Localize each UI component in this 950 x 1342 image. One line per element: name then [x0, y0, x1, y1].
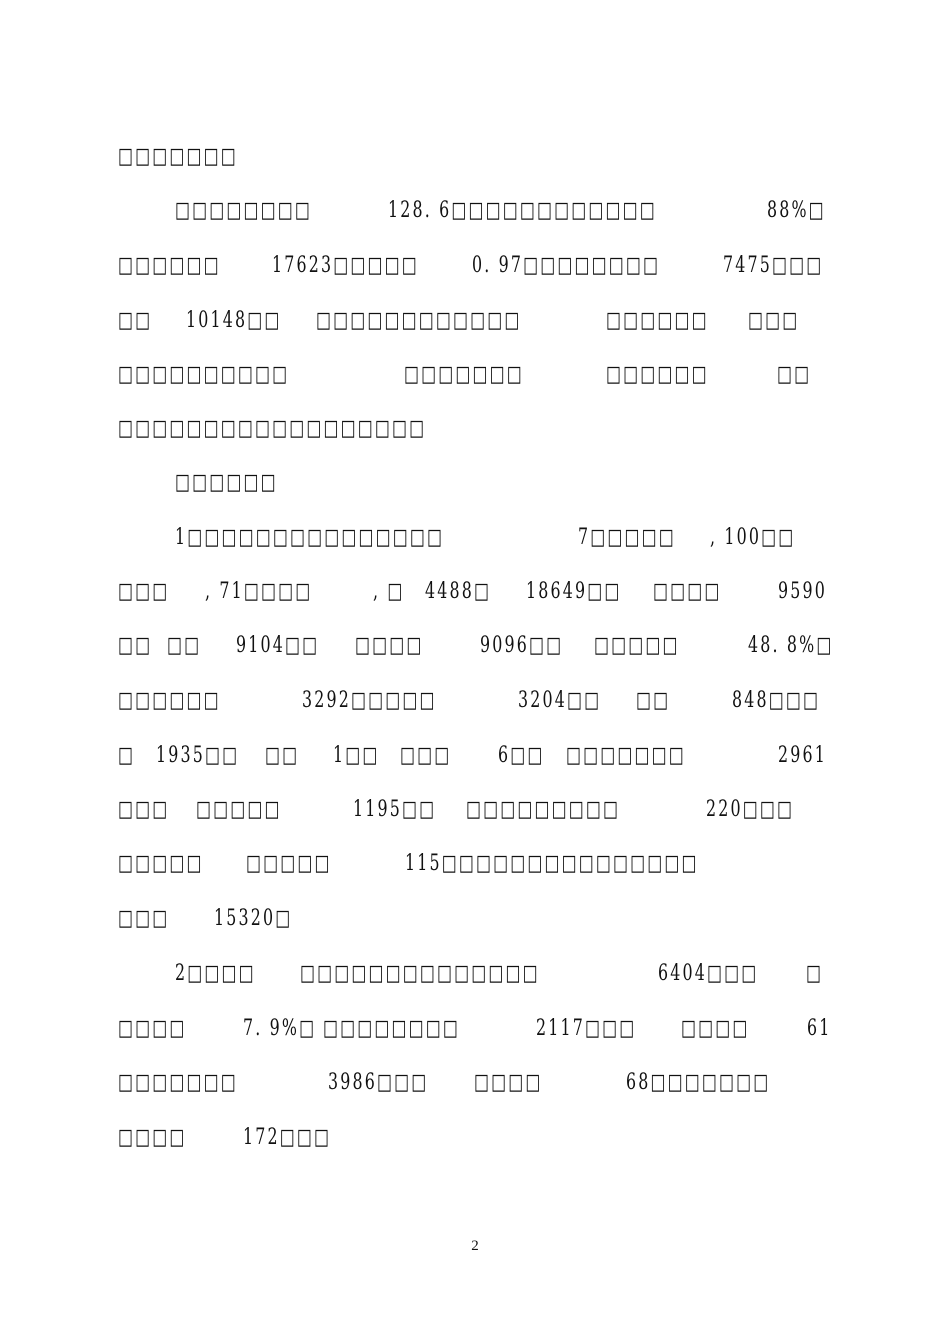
- text-segment: □□□□□: [246, 851, 332, 876]
- text-line: [0, 577, 950, 607]
- text-segment: □□□□□□□□: [323, 1016, 461, 1041]
- text-line: [0, 468, 950, 498]
- text-segment: □: [806, 961, 824, 986]
- text-segment: □□□□□□: [118, 688, 221, 713]
- text-segment: □□□□□□: [118, 253, 221, 278]
- text-segment: □□□: [118, 579, 170, 604]
- text-segment: 9590: [778, 579, 827, 604]
- text-segment: □□□□□□: [606, 308, 709, 333]
- text-segment: , □: [373, 579, 405, 604]
- text-line: [0, 306, 950, 336]
- text-segment: □□□□: [118, 1016, 187, 1041]
- text-segment: 3204□□: [518, 688, 602, 713]
- text-segment: 115□□□□□□□□□□□□□□□: [405, 851, 699, 876]
- text-line: [0, 523, 950, 553]
- text-segment: 172□□□: [243, 1125, 332, 1150]
- text-segment: 2961: [778, 743, 827, 768]
- text-segment: 17623□□□□□: [272, 253, 419, 278]
- text-segment: □□: [777, 362, 812, 387]
- text-segment: □□: [118, 308, 153, 333]
- text-segment: 9096□□: [480, 633, 564, 658]
- text-line: [0, 849, 950, 879]
- text-segment: 6□□: [498, 743, 545, 768]
- text-segment: □□□□: [355, 633, 424, 658]
- text-segment: 1□□: [333, 743, 380, 768]
- text-segment: □□□□□□□: [566, 743, 686, 768]
- text-line: [0, 795, 950, 825]
- text-segment: □□□□□□□□□: [466, 797, 621, 822]
- page-number: 2: [471, 1238, 479, 1254]
- text-segment: 15320□: [214, 906, 293, 931]
- text-line: [0, 142, 950, 172]
- text-segment: □□□□□□□□□□□□□□□□□□: [118, 416, 427, 441]
- text-segment: , 71□□□□: [205, 579, 313, 604]
- text-segment: 128. 6□□□□□□□□□□□□: [388, 198, 657, 223]
- text-segment: 18649□□: [526, 579, 622, 604]
- text-segment: 1□□□□□□□□□□□□□□□: [175, 525, 445, 550]
- text-segment: 2117□□□: [536, 1016, 637, 1041]
- text-segment: □: [118, 743, 136, 768]
- text-segment: 220□□□: [706, 797, 795, 822]
- text-line: [0, 414, 950, 444]
- text-segment: □□□□□□: [606, 362, 709, 387]
- text-segment: □□: [167, 633, 202, 658]
- text-segment: □□□: [118, 797, 170, 822]
- text-segment: □□□□□□□: [118, 144, 238, 169]
- text-segment: □□□□□: [594, 633, 680, 658]
- text-segment: □□□: [748, 308, 800, 333]
- text-segment: 6404□□□: [658, 961, 759, 986]
- text-segment: □□□: [400, 743, 452, 768]
- text-line: [0, 1123, 950, 1153]
- text-line: [0, 904, 950, 934]
- text-line: [0, 1068, 950, 1098]
- text-segment: □□□□□: [196, 797, 282, 822]
- text-line: [0, 741, 950, 771]
- text-segment: 10148□□: [186, 308, 282, 333]
- text-segment: 0. 97□□□□□□□□: [472, 253, 661, 278]
- text-segment: □□□□□□□□□□□□: [316, 308, 522, 333]
- text-segment: 4488□: [425, 579, 492, 604]
- text-segment: 1935□□: [156, 743, 240, 768]
- text-segment: □□□□□□: [175, 470, 278, 495]
- text-line: [0, 251, 950, 281]
- text-segment: 88%□: [767, 198, 826, 223]
- text-segment: □□□□□□□□□□□□□□: [300, 961, 540, 986]
- text-segment: □□: [118, 633, 153, 658]
- text-segment: □□□□□: [118, 851, 204, 876]
- text-segment: 68□□□□□□□: [626, 1070, 771, 1095]
- text-segment: □□□□□□□: [404, 362, 524, 387]
- text-segment: 61: [807, 1016, 832, 1041]
- text-segment: 9104□□: [236, 633, 320, 658]
- text-segment: 3292□□□□□: [302, 688, 437, 713]
- text-line: [0, 686, 950, 716]
- text-segment: 1195□□: [353, 797, 437, 822]
- text-segment: 3986□□□: [328, 1070, 429, 1095]
- text-segment: 7□□□□□: [578, 525, 676, 550]
- text-line: [0, 631, 950, 661]
- text-line: [0, 1014, 950, 1044]
- text-segment: □□□□: [681, 1016, 750, 1041]
- text-line: [0, 196, 950, 226]
- text-segment: □□□□□□□□: [175, 198, 313, 223]
- text-line: [0, 360, 950, 390]
- text-segment: 48. 8%□: [748, 633, 834, 658]
- text-segment: , 100□□: [710, 525, 796, 550]
- text-segment: □□: [636, 688, 671, 713]
- text-segment: □□□□□□□: [118, 1070, 238, 1095]
- text-segment: □□□: [118, 906, 170, 931]
- text-segment: □□□□: [474, 1070, 543, 1095]
- text-segment: □□: [265, 743, 300, 768]
- text-segment: 2□□□□: [175, 961, 256, 986]
- text-segment: □□□□: [653, 579, 722, 604]
- text-segment: 848□□□: [732, 688, 821, 713]
- text-segment: 7. 9%□: [243, 1016, 317, 1041]
- text-segment: □□□□: [118, 1125, 187, 1150]
- text-segment: 7475□□□: [723, 253, 824, 278]
- text-line: [0, 959, 950, 989]
- text-segment: □□□□□□□□□□: [118, 362, 290, 387]
